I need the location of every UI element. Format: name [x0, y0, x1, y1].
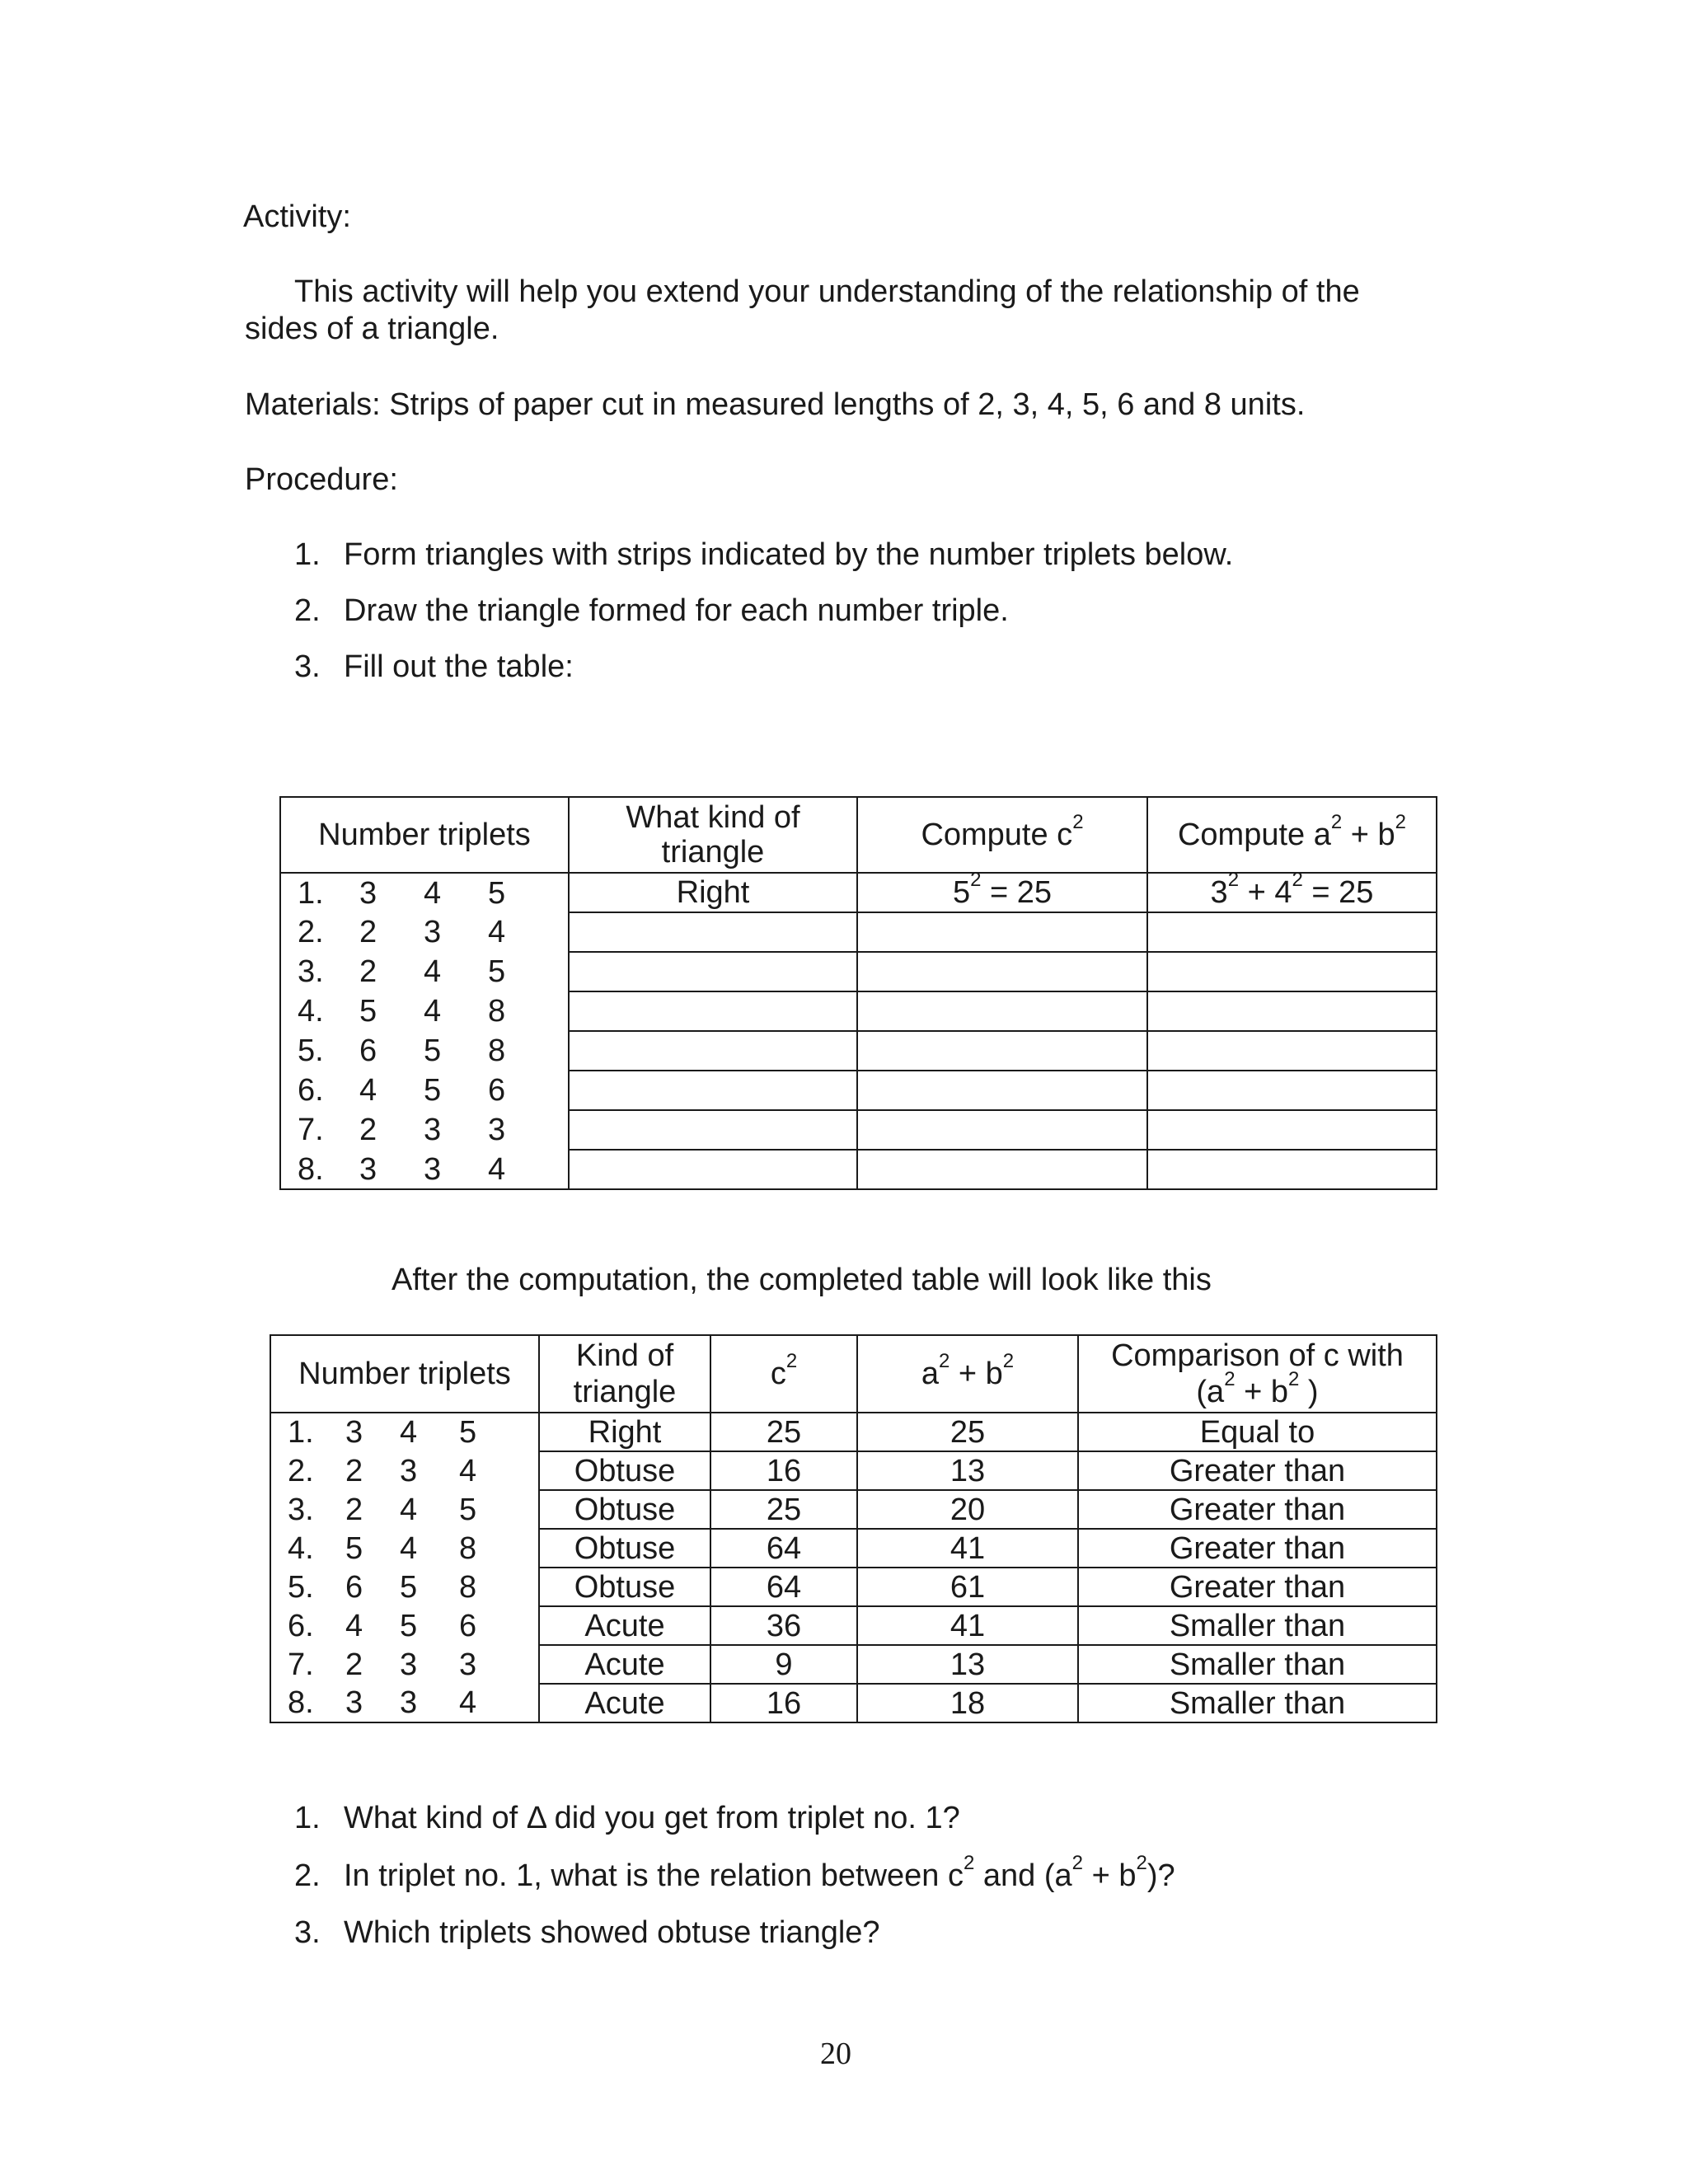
table-row — [270, 1568, 1437, 1606]
triplet-b: 5 — [400, 1608, 418, 1643]
triplet-b: 4 — [424, 994, 442, 1029]
question-text-part: In triplet no. 1, what is the relation between c — [344, 1858, 964, 1893]
triplet-a: 2 — [345, 1647, 363, 1682]
procedure-heading: Procedure: — [245, 462, 398, 497]
ab-result: = 25 — [1302, 875, 1374, 910]
triplet-b: 4 — [400, 1415, 418, 1450]
question-text: What kind of Δ did you get from triplet no. 1? — [344, 1801, 960, 1835]
kind-cell[interactable] — [569, 912, 857, 952]
triplet-c: 4 — [459, 1685, 477, 1720]
ab-cell: 13 — [857, 1451, 1078, 1490]
table-row — [270, 1490, 1437, 1529]
triplet-index: 1. — [288, 1415, 314, 1450]
triplet-b: 5 — [400, 1569, 418, 1605]
kind-cell[interactable] — [569, 1110, 857, 1150]
triplet-cell — [270, 1490, 539, 1529]
triplet-a: 4 — [345, 1608, 363, 1643]
triplet-index: 6. — [298, 1073, 324, 1108]
triplet-b: 3 — [424, 1113, 442, 1147]
table-row — [280, 1071, 1437, 1110]
procedure-step — [294, 648, 574, 686]
triplet-cell — [280, 991, 569, 1031]
header-number-triplets: Number triplets — [280, 797, 569, 873]
triplet-b: 3 — [400, 1453, 418, 1488]
c2-cell: 25 — [710, 1413, 857, 1451]
exponent: 2 — [1292, 869, 1303, 892]
triplet-c: 4 — [488, 1151, 506, 1187]
comparison-cell: Greater than — [1078, 1568, 1437, 1606]
procedure-step — [294, 592, 1009, 630]
c2-base: 5 — [952, 875, 971, 910]
comparison-cell: Greater than — [1078, 1490, 1437, 1529]
triplet-c: 8 — [459, 1569, 477, 1605]
exponent: 2 — [1071, 1852, 1084, 1875]
procedure-step-number: 2. — [294, 593, 321, 628]
kind-cell: Acute — [539, 1684, 710, 1722]
completed-table — [270, 1334, 1437, 1723]
ab-cell: 20 — [857, 1490, 1078, 1529]
header-kind-of-triangle — [539, 1335, 710, 1413]
triplet-b: 4 — [424, 875, 442, 911]
comparison-cell: Equal to — [1078, 1413, 1437, 1451]
kind-cell: Right — [569, 873, 857, 912]
triplet-cell — [270, 1645, 539, 1684]
triplet-b: 3 — [424, 1151, 442, 1187]
triplet-cell — [280, 952, 569, 991]
ab-cell — [1147, 869, 1437, 912]
kind-cell[interactable] — [569, 952, 857, 991]
header-kind-line-2: triangle — [573, 1375, 677, 1409]
table-row — [270, 1529, 1437, 1568]
ab-cell[interactable] — [1147, 912, 1437, 952]
triplets-table — [279, 796, 1437, 1190]
triplet-index: 2. — [298, 915, 324, 949]
ab-b: + 4 — [1239, 875, 1292, 910]
ab-cell[interactable] — [1147, 952, 1437, 991]
comparison-cell: Smaller than — [1078, 1645, 1437, 1684]
triplet-cell — [280, 912, 569, 952]
triplet-index: 4. — [298, 994, 324, 1029]
comparison-cell: Greater than — [1078, 1451, 1437, 1490]
triplet-c: 4 — [488, 915, 506, 949]
intro-line-1: This activity will help you extend your understanding of the relationship of the — [294, 274, 1360, 309]
comparison-cell: Smaller than — [1078, 1684, 1437, 1722]
table-row — [270, 1451, 1437, 1490]
materials-text: Materials: Strips of paper cut in measured lengths of 2, 3, 4, 5, 6 and 8 units. — [245, 387, 1306, 422]
exponent: 2 — [938, 1350, 950, 1373]
triplet-c: 8 — [488, 994, 506, 1029]
header-kind-of-triangle — [569, 797, 857, 873]
triplet-b: 5 — [424, 1033, 442, 1068]
ab-cell: 13 — [857, 1645, 1078, 1684]
triplet-cell — [270, 1568, 539, 1606]
triplet-index: 3. — [298, 954, 324, 989]
triplet-a: 2 — [359, 915, 377, 949]
table-header-row — [280, 797, 1437, 873]
header-kind-line-2: triangle — [661, 835, 765, 869]
triplet-b: 3 — [400, 1647, 418, 1682]
question-number: 3. — [294, 1915, 321, 1950]
c2-cell: 64 — [710, 1529, 857, 1568]
triplet-index: 6. — [288, 1608, 314, 1643]
exponent: 2 — [963, 1852, 975, 1875]
header-a-label: a — [921, 1357, 939, 1391]
exponent: 2 — [970, 869, 982, 892]
c2-cell[interactable] — [857, 991, 1147, 1031]
procedure-step — [294, 536, 1233, 574]
procedure-step-text: Draw the triangle formed for each number triple. — [344, 593, 1009, 628]
after-computation-text: After the computation, the completed table will look like this — [392, 1263, 1212, 1297]
table-row — [270, 1606, 1437, 1645]
triplet-a: 4 — [359, 1073, 377, 1108]
question-text-part: + b — [1083, 1858, 1137, 1893]
triplet-cell — [280, 1071, 569, 1110]
header-plus-b: + b — [950, 1357, 1003, 1391]
triplet-cell — [280, 1150, 569, 1189]
ab-cell: 61 — [857, 1568, 1078, 1606]
triplet-a: 6 — [359, 1033, 377, 1068]
header-number-triplets: Number triplets — [270, 1335, 539, 1413]
triplet-c: 5 — [459, 1492, 477, 1527]
c2-cell[interactable] — [857, 912, 1147, 952]
triplet-index: 8. — [298, 1151, 324, 1187]
exponent: 2 — [1395, 811, 1407, 834]
table-row — [280, 952, 1437, 991]
triplet-a: 3 — [345, 1685, 363, 1720]
ab-cell[interactable] — [1147, 1071, 1437, 1110]
triplet-index: 3. — [288, 1492, 314, 1527]
page-number: 20 — [820, 2036, 851, 2071]
triplet-cell — [270, 1451, 539, 1490]
question-number: 2. — [294, 1858, 321, 1893]
triplet-b: 4 — [424, 954, 442, 989]
ab-cell[interactable] — [1147, 1031, 1437, 1071]
exponent: 2 — [1224, 1368, 1236, 1391]
triplet-c: 5 — [488, 875, 506, 911]
triplet-c: 8 — [459, 1530, 477, 1566]
triplet-index: 4. — [288, 1530, 314, 1566]
header-compute-c2 — [857, 797, 1147, 873]
triplet-cell — [280, 873, 569, 912]
c2-cell: 16 — [710, 1451, 857, 1490]
triplet-cell — [280, 1031, 569, 1071]
c2-cell: 9 — [710, 1645, 857, 1684]
c2-cell: 36 — [710, 1606, 857, 1645]
header-comparison-open: (a — [1196, 1375, 1225, 1409]
triplet-index: 2. — [288, 1453, 314, 1488]
triplet-b: 3 — [400, 1685, 418, 1720]
comparison-cell: Smaller than — [1078, 1606, 1437, 1645]
c2-result: = 25 — [981, 875, 1053, 910]
triplet-a: 5 — [359, 994, 377, 1029]
intro-line-2: sides of a triangle. — [245, 312, 499, 346]
header-kind-line-1: What kind of — [626, 800, 800, 835]
kind-cell[interactable] — [569, 1031, 857, 1071]
c2-cell[interactable] — [857, 1031, 1147, 1071]
table-row — [270, 1645, 1437, 1684]
table-header-row — [270, 1335, 1437, 1413]
c2-cell[interactable] — [857, 1110, 1147, 1150]
exponent: 2 — [1072, 811, 1084, 834]
kind-cell: Acute — [539, 1606, 710, 1645]
triplet-index: 7. — [288, 1647, 314, 1682]
exponent: 2 — [1330, 811, 1343, 834]
ab-cell[interactable] — [1147, 1150, 1437, 1189]
exponent: 2 — [785, 1350, 798, 1373]
triplet-b: 4 — [400, 1530, 418, 1566]
kind-cell: Obtuse — [539, 1529, 710, 1568]
table-row — [270, 1684, 1437, 1722]
table-row — [280, 1110, 1437, 1150]
activity-heading: Activity: — [243, 199, 351, 234]
triplet-a: 6 — [345, 1569, 363, 1605]
triplet-a: 5 — [345, 1530, 363, 1566]
table-row — [280, 1031, 1437, 1071]
exponent: 2 — [1002, 1350, 1015, 1373]
ab-cell: 41 — [857, 1606, 1078, 1645]
header-comparison-close: ) — [1299, 1375, 1319, 1409]
question-text-part: )? — [1146, 1858, 1175, 1893]
triplet-a: 3 — [345, 1415, 363, 1450]
exponent: 2 — [1136, 1852, 1147, 1875]
c2-cell — [857, 869, 1147, 912]
kind-cell: Obtuse — [539, 1568, 710, 1606]
c2-cell[interactable] — [857, 1150, 1147, 1189]
table-row — [280, 1150, 1437, 1189]
triplet-c: 5 — [488, 954, 506, 989]
question-text: Which triplets showed obtuse triangle? — [344, 1915, 880, 1950]
ab-cell: 41 — [857, 1529, 1078, 1568]
header-compute-plus-b: + b — [1342, 818, 1395, 852]
procedure-step-text: Form triangles with strips indicated by the number triplets below. — [344, 537, 1234, 572]
question-item — [294, 1852, 1175, 1895]
triplet-a: 2 — [345, 1453, 363, 1488]
triplet-cell — [270, 1606, 539, 1645]
header-compute-a-label: Compute a — [1177, 818, 1331, 852]
kind-cell: Obtuse — [539, 1490, 710, 1529]
triplet-index: 5. — [298, 1033, 324, 1068]
triplet-c: 6 — [488, 1073, 506, 1108]
header-compute-c-label: Compute c — [921, 818, 1073, 852]
triplet-c: 5 — [459, 1415, 477, 1450]
ab-cell: 18 — [857, 1684, 1078, 1722]
c2-cell: 64 — [710, 1568, 857, 1606]
exponent: 2 — [1227, 869, 1240, 892]
triplet-index: 8. — [288, 1685, 314, 1720]
procedure-step-number: 3. — [294, 649, 321, 684]
triplet-b: 5 — [424, 1073, 442, 1108]
header-a2-b2 — [857, 1335, 1078, 1413]
triplet-c: 6 — [459, 1608, 477, 1643]
triplet-cell — [270, 1413, 539, 1451]
triplet-a: 3 — [359, 875, 377, 911]
table-row — [280, 873, 1437, 912]
triplet-cell — [270, 1684, 539, 1722]
header-comparison-line-1: Comparison of c with — [1111, 1338, 1404, 1373]
question-number: 1. — [294, 1801, 321, 1835]
table-row — [280, 912, 1437, 952]
triplet-c: 3 — [488, 1113, 506, 1147]
c2-cell[interactable] — [857, 952, 1147, 991]
triplet-index: 1. — [298, 875, 324, 911]
question-item — [294, 1799, 960, 1837]
kind-cell: Obtuse — [539, 1451, 710, 1490]
triplet-a: 2 — [359, 1113, 377, 1147]
comparison-cell: Greater than — [1078, 1529, 1437, 1568]
header-compute-a2-b2 — [1147, 797, 1437, 873]
question-text-part: and (a — [974, 1858, 1072, 1893]
triplet-cell — [270, 1529, 539, 1568]
triplet-c: 3 — [459, 1647, 477, 1682]
kind-cell[interactable] — [569, 1150, 857, 1189]
triplet-b: 3 — [424, 915, 442, 949]
question-item — [294, 1914, 880, 1952]
ab-cell: 25 — [857, 1413, 1078, 1451]
header-c-label: c — [770, 1357, 786, 1391]
triplet-index: 7. — [298, 1113, 324, 1147]
kind-cell[interactable] — [569, 991, 857, 1031]
kind-cell: Right — [539, 1413, 710, 1451]
triplet-a: 2 — [345, 1492, 363, 1527]
exponent: 2 — [1288, 1368, 1300, 1391]
triplet-a: 3 — [359, 1151, 377, 1187]
ab-cell[interactable] — [1147, 1110, 1437, 1150]
triplet-c: 4 — [459, 1453, 477, 1488]
kind-cell: Acute — [539, 1645, 710, 1684]
triplet-b: 4 — [400, 1492, 418, 1527]
triplet-cell — [280, 1110, 569, 1150]
c2-cell[interactable] — [857, 1071, 1147, 1110]
triplet-index: 5. — [288, 1569, 314, 1605]
header-c2 — [710, 1335, 857, 1413]
triplet-a: 2 — [359, 954, 377, 989]
procedure-step-text: Fill out the table: — [344, 649, 574, 684]
ab-cell[interactable] — [1147, 991, 1437, 1031]
header-comparison-plus: + b — [1235, 1375, 1289, 1409]
header-kind-line-1: Kind of — [575, 1338, 674, 1373]
kind-cell[interactable] — [569, 1071, 857, 1110]
procedure-step-number: 1. — [294, 537, 321, 572]
c2-cell: 25 — [710, 1490, 857, 1529]
triplet-c: 8 — [488, 1033, 506, 1068]
header-comparison — [1078, 1335, 1437, 1413]
table-row — [270, 1413, 1437, 1451]
table-row — [280, 991, 1437, 1031]
c2-cell: 16 — [710, 1684, 857, 1722]
ab-a: 3 — [1210, 875, 1228, 910]
